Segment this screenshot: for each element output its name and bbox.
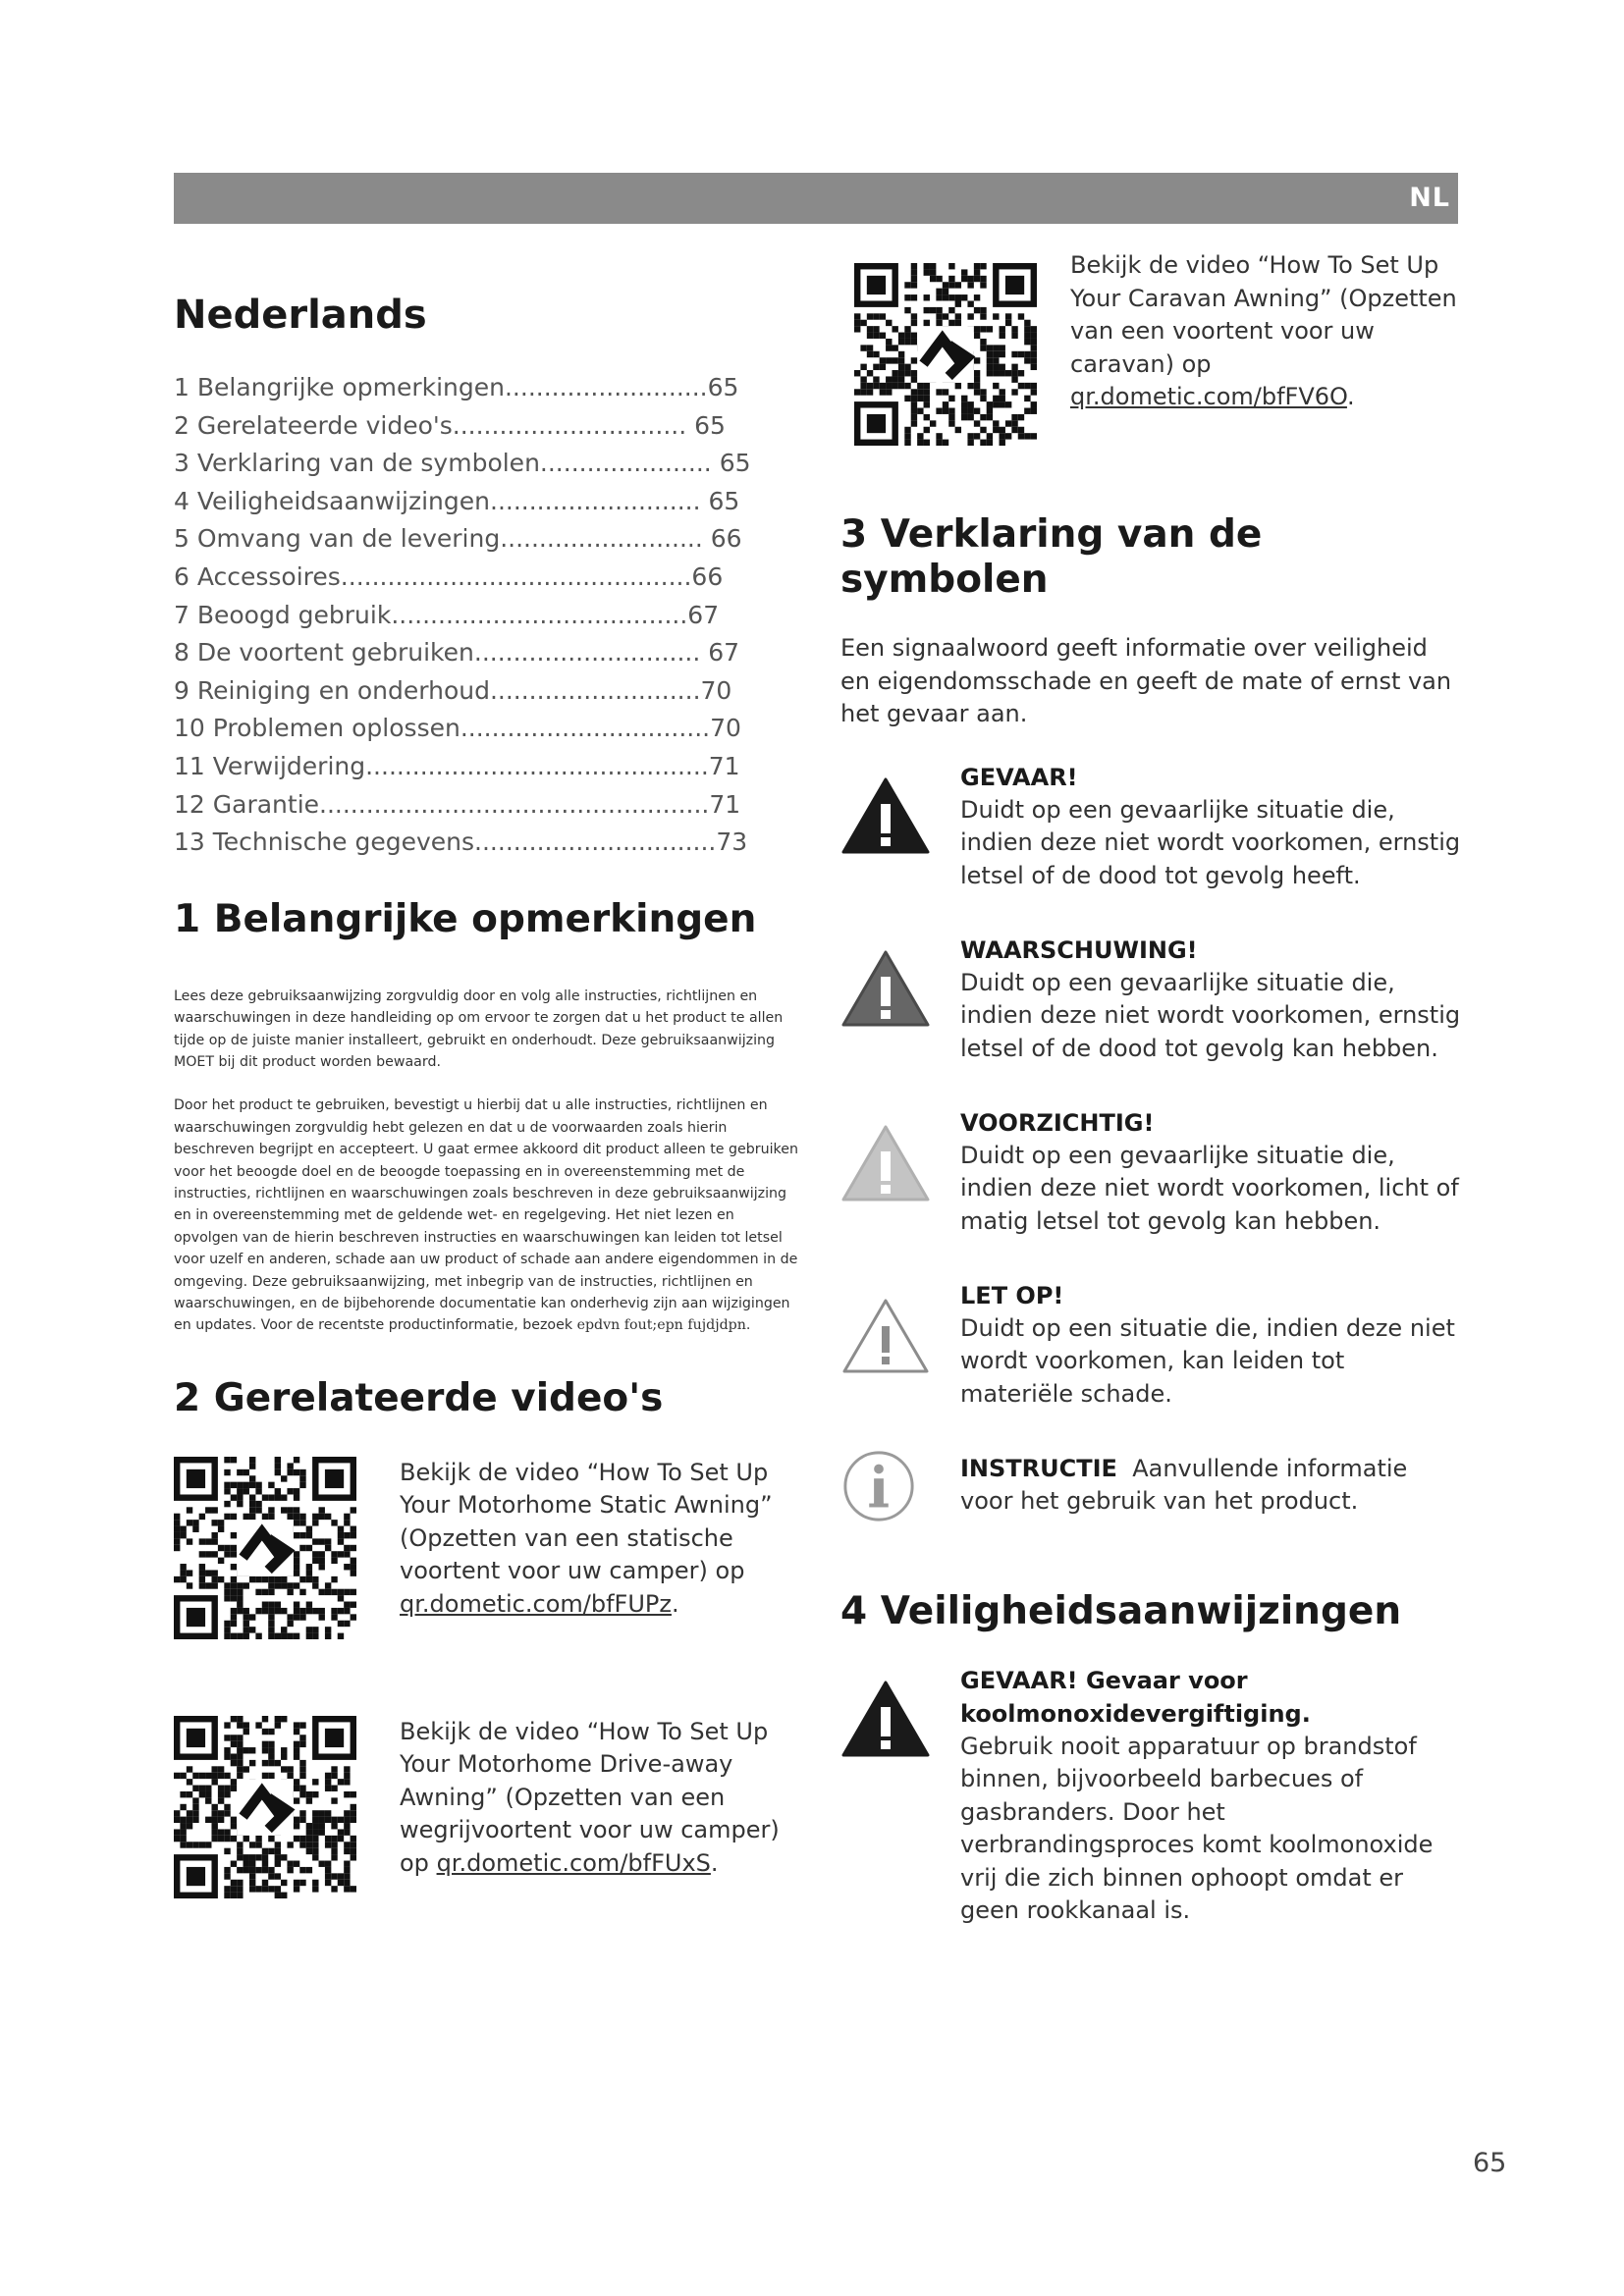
toc-item[interactable]: 5 Omvang van de levering.......................... 66 (174, 524, 742, 554)
warning-symbol (960, 934, 1461, 1066)
toc-item[interactable]: 13 Technische gegevens...............................73 (174, 828, 748, 857)
video-item-motorhome-driveaway (174, 1716, 802, 1912)
paragraph-end: . (745, 1317, 751, 1334)
instruction-label: INSTRUCTIE (960, 1454, 1117, 1482)
co-warning-text (960, 1664, 1461, 1928)
qr-code-icon[interactable] (854, 263, 1037, 446)
toc-item[interactable]: 12 Garantie..................................................71 (174, 789, 741, 819)
toc-item[interactable]: 6 Accessoires.............................................66 (174, 561, 724, 591)
notice-icon (840, 1297, 931, 1375)
qr-code-icon[interactable] (174, 1716, 356, 1898)
danger-symbol (960, 761, 1461, 893)
toc-item[interactable]: 10 Problemen oplossen................................70 (174, 714, 741, 743)
toc-item[interactable]: 3 Verklaring van de symbolen...................... 65 (174, 449, 751, 478)
video-link[interactable]: qr.dometic.com/bfFUPz (400, 1589, 672, 1618)
toc-item[interactable]: 8 De voortent gebruiken............................. 67 (174, 638, 740, 667)
section-3-heading: 3 Verklaring van de symbolen (840, 512, 1263, 602)
video-end: . (710, 1848, 719, 1877)
video-link[interactable]: qr.dometic.com/bfFUxS (436, 1848, 711, 1877)
notice-symbol (960, 1279, 1461, 1412)
notice-label: LET OP! (960, 1281, 1064, 1309)
video-end: . (671, 1589, 679, 1618)
product-info-link[interactable]: epdvn fout;epn fujdjdpn (576, 1317, 746, 1334)
danger-icon (840, 1680, 931, 1758)
video-text: Bekijk de video “How To Set Up Your Motorhome Static Awning” (Opzetten van een statische voortent voor uw camper) op (400, 1458, 773, 1585)
video-text: Bekijk de video “How To Set Up Your Caravan Awning” (Opzetten van een voortent voor uw caravan) op (1070, 251, 1457, 378)
danger-icon (840, 776, 931, 855)
toc-item[interactable]: 2 Gerelateerde video's.............................. 65 (174, 410, 726, 440)
co-warning (840, 1664, 1459, 1924)
video-end: . (1346, 383, 1355, 410)
caution-label: VOORZICHTIG! (960, 1108, 1155, 1137)
video-text: Bekijk de video “How To Set Up Your Motorhome Drive-away Awning” (Opzetten van een wegrijvoortent voor uw camper) op (400, 1717, 780, 1877)
section-1-heading: 1 Belangrijke opmerkingen (174, 896, 757, 941)
page-title: Nederlands (174, 293, 427, 338)
video-item-motorhome-static (174, 1457, 802, 1653)
important-notes-paragraph-1: Lees deze gebruiksaanwijzing zorgvuldig door en volg alle instructies, richtlijnen en waarschuwingen in deze handleiding op om ervoor te zorgen dat u het product te allen tijde op de juiste manier installeert, gebruikt en onderhoudt. Deze gebruiksaanwijzing MOET bij dit product worden bewaard. (174, 988, 784, 1070)
caution-symbol (960, 1106, 1461, 1239)
signal-word-intro: Een signaalwoord geeft informatie over veiligheid en eigendomsschade en geeft de mate of ernst van het gevaar aan. (840, 634, 1452, 727)
right-column (840, 249, 1461, 1924)
video-description (1070, 249, 1463, 414)
video-description (400, 1716, 812, 1881)
co-warning-label: GEVAAR! Gevaar voor koolmonoxidevergiftiging. (960, 1666, 1311, 1728)
notice-description: Duidt op een situatie die, indien deze niet wordt voorkomen, kan leiden tot materiële schade. (960, 1313, 1455, 1408)
symbol-list (840, 761, 1459, 1566)
instruction-description: Aanvullende informatie voor het gebruik van het product. (960, 1454, 1408, 1515)
warning-description: Duidt op een gevaarlijke situatie die, indien deze niet wordt voorkomen, ernstig letsel of de dood tot gevolg kan hebben. (960, 968, 1461, 1062)
section-1-body (174, 986, 802, 1337)
instruction-line (960, 1452, 1461, 1519)
video-link[interactable]: qr.dometic.com/bfFV6O (1070, 383, 1347, 410)
toc-item[interactable]: 4 Veiligheidsaanwijzingen........................... 65 (174, 486, 740, 515)
important-notes-paragraph-2-text: Door het product te gebruiken, bevestigt u hierbij dat u alle instructies, richtlijnen en waarschuwingen zorgvuldig hebt gelezen en dat u de voorwaarden zoals hierin beschreven begrijpt en accepteert. U gaat ermee akkoord dit product alleen te gebruiken voor het beoogde doel en de beoogde toepassing en in overeenstemming met de instructies, richtlijnen en waarschuwingen zoals beschreven in deze gebruiksaanwijzing en in overeenstemming met de geldende wet- en regelgeving. Het niet lezen en opvolgen van de hierin beschreven instructies en waarschuwingen kan leiden tot letsel voor uzelf en anderen, schade aan uw product of schade aan andere eigendommen in de omgeving. Deze gebruiksaanwijzing, met inbegrip van de instructies, richtlijnen en waarschuwingen, en de bijbehorende documentatie kan onderhevig zijn aan wijzigingen en updates. Voor de recentste productinformatie, bezoek (174, 1097, 798, 1334)
section-2-heading: 2 Gerelateerde video's (174, 1375, 664, 1420)
instruction-symbol (960, 1452, 1461, 1519)
toc-item[interactable]: 1 Belangrijke opmerkingen..........................65 (174, 373, 739, 401)
video-description (400, 1457, 812, 1622)
toc-item[interactable]: 9 Reiniging en onderhoud...........................70 (174, 675, 732, 705)
toc-item[interactable]: 11 Verwijdering............................................71 (174, 751, 740, 780)
warning-icon (840, 949, 931, 1028)
left-column (174, 293, 802, 1912)
page-number: 65 (1473, 2148, 1507, 2178)
table-of-contents (174, 369, 802, 862)
danger-description: Duidt op een gevaarlijke situatie die, indien deze niet wordt voorkomen, ernstig letsel of de dood tot gevolg heeft. (960, 795, 1461, 889)
language-code: NL (1409, 183, 1450, 213)
danger-label: GEVAAR! (960, 763, 1078, 791)
toc-item[interactable]: 7 Beoogd gebruik......................................67 (174, 600, 720, 629)
language-header-bar (174, 173, 1458, 224)
co-warning-description: Gebruik nooit apparatuur op brandstof binnen, bijvoorbeeld barbecues of gasbranders. Door het verbrandingsproces komt koolmonoxide vrij die zich binnen ophoopt omdat er geen rookkanaal is. (960, 1732, 1434, 1924)
video-item-caravan (840, 249, 1459, 455)
caution-description: Duidt op een gevaarlijke situatie die, indien deze niet wordt voorkomen, licht of matig letsel tot gevolg kan hebben. (960, 1141, 1459, 1235)
qr-code-icon[interactable] (174, 1457, 356, 1639)
important-notes-paragraph-2 (174, 1095, 802, 1336)
caution-icon (840, 1124, 931, 1202)
warning-label: WAARSCHUWING! (960, 935, 1198, 964)
section-4-heading: 4 Veiligheidsaanwijzingen (840, 1588, 1402, 1633)
info-icon (840, 1448, 919, 1526)
